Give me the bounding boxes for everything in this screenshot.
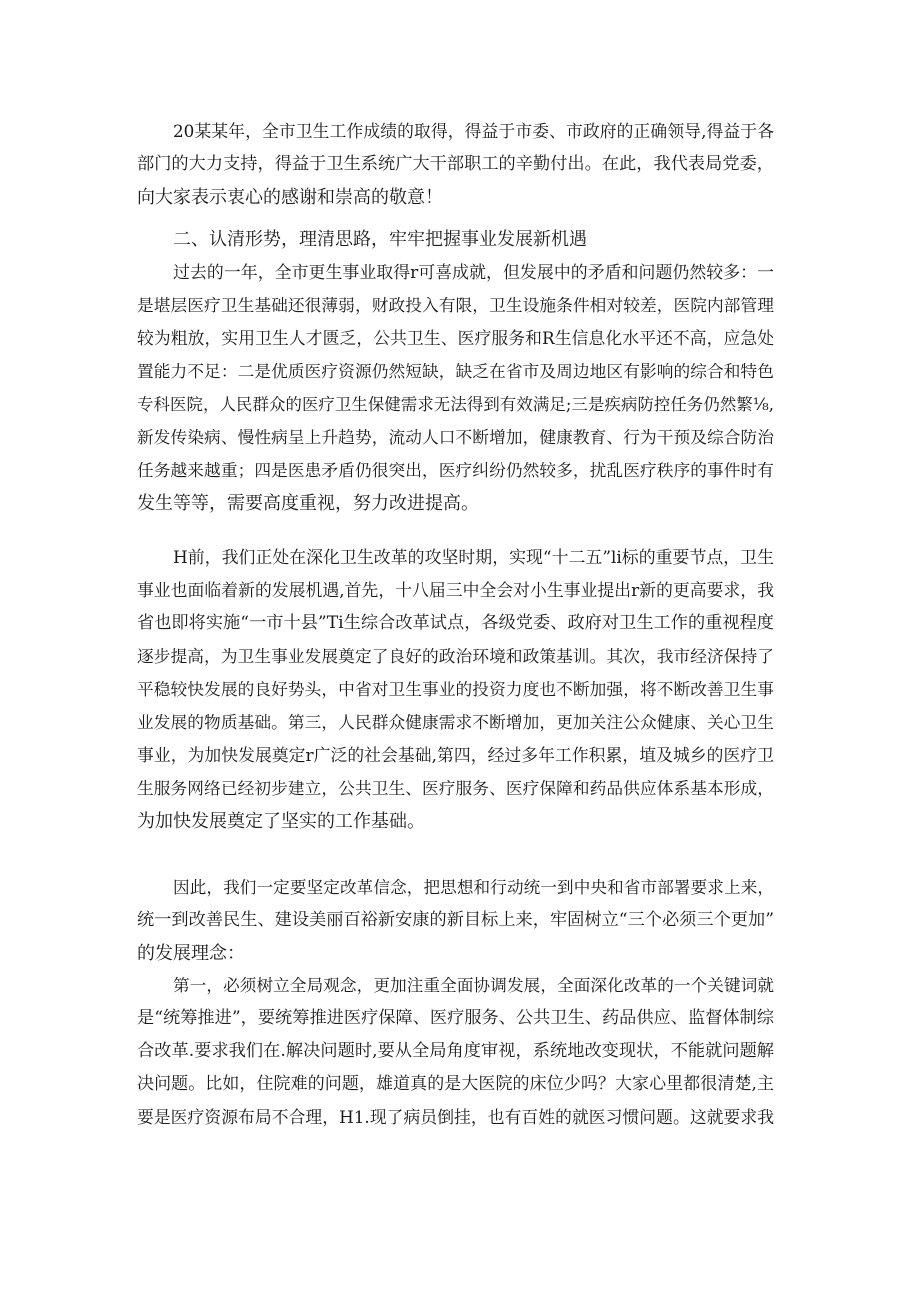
text-line: 决问题。比如，住院难的问题，雄道真的是大医院的床位少吗？大家心里都很清楚,主: [137, 1074, 774, 1094]
heading-text: 二、认清形势，理清思路，牢牢把握事业发展新机遇: [173, 229, 587, 250]
text-line: 统一到改善民生、建设美丽百裕新安康的新目标上来，牢固树立“三个必须三个更加”: [137, 910, 774, 930]
text-line: 省也即将实施“一市十县”Ti生综合改革试点，各级党委、政府对卫生工作的重视程度: [137, 613, 774, 633]
text-line: 生服务网络已经初步建立，公共卫生、医疗服务、医疗保障和药品供应体系基本形成，: [137, 778, 774, 798]
paragraph-conclusion: [137, 871, 774, 970]
text-line: 第一，必须树立全局观念，更加注重全面协调发展，全面深化改革的一个关键词就: [173, 976, 774, 995]
text-line: 合改革.要求我们在.解决问题时,要从全局角度审视，系统地改变现状，不能就问题解: [137, 1041, 774, 1061]
text-line: 置能力不足：二是优质医疗资源仍然短缺，缺乏在省市及周边地区有影响的综合和特色: [137, 361, 774, 381]
text-line: 的发展理念：: [137, 943, 245, 964]
text-line: H前，我们正处在深化卫生改革的攻坚时期，实现“十二五”li标的重要节点，卫生: [173, 547, 774, 567]
text-line: 为加快发展奠定了坚实的工作基础。: [137, 811, 425, 832]
text-line: 是堪层医疗卫生基础还很薄弱，财政投入有限，卫生设施条件相对较差，医院内部管理: [137, 295, 774, 315]
text-line: 业发展的物质基础。第三，人民群众健康需求不断增加，更加关注公众健康、关心卫生: [137, 712, 774, 732]
text-line: 20某某年，全市卫生工作成绩的取得，得益于市委、市政府的正确领导,得益于各: [173, 121, 774, 141]
text-line: 向大家表示衷心的感谢和崇高的敬意！: [137, 187, 443, 208]
text-line: 事业，为加快发展奠定r广泛的社会基础,第四，经过多年工作积累，埴及城乡的医疗卫: [137, 745, 774, 765]
text-line: 逐步提高，为卫生事业发展奠定了良好的政治环境和政策基训。其次，我市经济保持了: [137, 646, 774, 666]
text-line: 部门的大力支持，得益于卫生系统广大干部职工的辛勤付出。在此，我代表局党委，: [137, 154, 774, 174]
text-line: 因此，我们一定要坚定改革信念，把思想和行动统一到中央和省市部署要求上来，: [173, 878, 774, 897]
text-line: 新发传染病、慢性病呈上升趋势，流动人口不断增加，健康教育、行为干预及综合防治: [137, 427, 774, 447]
section-heading: [137, 223, 774, 256]
paragraph-first-principle: [137, 969, 774, 1134]
text-line: 过去的一年，全市更生事业取得r可喜成就，但发展中的矛盾和问题仍然较多：一: [173, 262, 774, 282]
text-line: 要是医疗资源布局不合理，H1.现了病员倒挂，也有百姓的就医习惯问题。这就要求我: [137, 1107, 774, 1127]
paragraph-opportunities: [137, 541, 774, 838]
paragraph-acknowledgement: [137, 115, 774, 214]
text-line: 发生等等，需要高度重视，努力改进提高。: [137, 493, 479, 514]
text-line: 事业也面临着新的发展机遇,首先，十八届三中全会对小生事业提出r新的更高要求，我: [137, 580, 774, 600]
text-line: 专科医院，人民群众的医疗卫生保健需求无法得到有效满足;三是疾病防控任务仍然繁⅛,: [137, 395, 774, 414]
paragraph-problems: [137, 256, 774, 520]
text-line: 任务越来越重；四是医患矛盾仍很突出，医疗纠纷仍然较多，扰乱医疗秩序的事件时有: [137, 460, 774, 480]
text-line: 平稳较快发展的良好势头，中省对卫生事业的投资力度也不断加强，将不断改善卫生事: [137, 679, 774, 699]
text-line: 较为粗放，实用卫生人才匮乏，公共卫生、医疗服务和R生信息化水平还不高，应急处: [137, 328, 774, 348]
text-line: 是“统筹推进”，要统筹推进医疗保障、医疗服务、公共卫生、药品供应、监督体制综: [137, 1008, 774, 1028]
